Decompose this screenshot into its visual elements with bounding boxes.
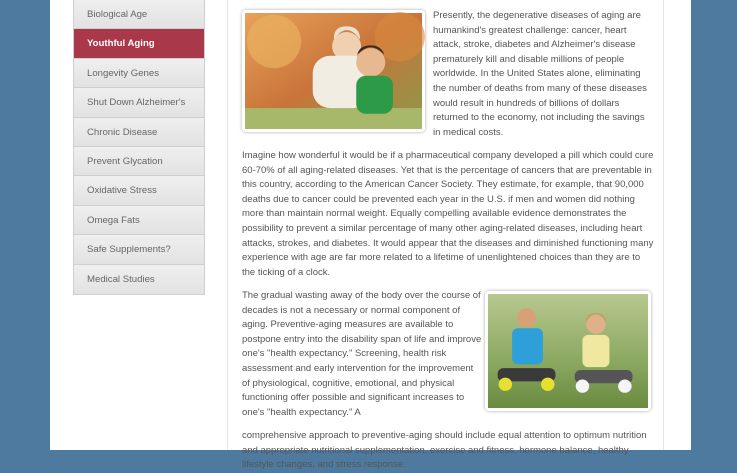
sidebar-item-medical-studies[interactable]: Medical Studies: [74, 265, 204, 294]
sidebar-item-biological-age[interactable]: Biological Age: [74, 0, 204, 29]
couple-piggyback-photo: [242, 10, 425, 132]
sidebar-item-shut-down-alzheimers[interactable]: Shut Down Alzheimer's: [74, 88, 204, 117]
sidebar-item-chronic-disease[interactable]: Chronic Disease: [74, 118, 204, 147]
main-content: [227, 0, 664, 471]
sidebar-item-oxidative-stress[interactable]: Oxidative Stress: [74, 176, 204, 205]
sidebar-item-safe-supplements[interactable]: Safe Supplements?: [74, 235, 204, 264]
page-container: [50, 0, 691, 471]
wasting-paragraph: The gradual wasting away of the body over the course of decades is not a necessary or normal component of aging. Preventive-aging measures are available to postpone entry into the disability span of life and improve one's "health expectancy." Screening, health risk assessment and early intervention for the improvement of physiological, cognitive, emotional, and physical functioning offer possible and significant increases to one's "health expectancy." A: [242, 290, 482, 418]
sidebar-item-omega-fats[interactable]: Omega Fats: [74, 206, 204, 235]
sidebar-item-longevity-genes[interactable]: Longevity Genes: [74, 59, 204, 88]
sidebar-item-prevent-glycation[interactable]: Prevent Glycation: [74, 147, 204, 176]
sidebar-item-youthful-aging[interactable]: Youthful Aging: [74, 29, 204, 58]
pharmaceutical-paragraph: Imagine how wonderful it would be if a pharmaceutical company developed a pill which could cure 60-70% of all aging-related diseases. Yet that is the percentage of cancers that are preventable in this country, according to the American Cancer Society. They estimate, for example, that 90,000 deaths due to cancer could be prevented each year in the U.S. if men and women did nothing more than maintain normal weight. Equally compelling available evidence demonstrates the possibility to prevent a similar percentage of many other aging-related diseases, including heart attacks, strokes, and diabetes. It would appear that the diseases and diminished functioning many experience with age are far more related to a lifetime of unenlightened choices than they are to the ticking of a clock.: [242, 150, 654, 278]
sidebar-nav: [73, 0, 205, 295]
couple-stretching-photo: [485, 291, 651, 411]
comprehensive-paragraph: comprehensive approach to preventive-aging should include equal attention to optimum nutrition and appropriate nutritional supplementation, exercise and fitness, hormone balance, healthy lifestyle changes, and stress response.: [242, 430, 647, 471]
intro-paragraph: Presently, the degenerative diseases of aging are humankind's greatest challenge: cancer, heart attack, stroke, diabetes and Alzheimer's disease prematurely kill and disable millions of people worldwide. In the United States alone, eliminating the number of deaths from many of these diseases would result in hundreds of billions of dollars returned to the economy, not including the savings in medical costs.: [433, 10, 647, 138]
